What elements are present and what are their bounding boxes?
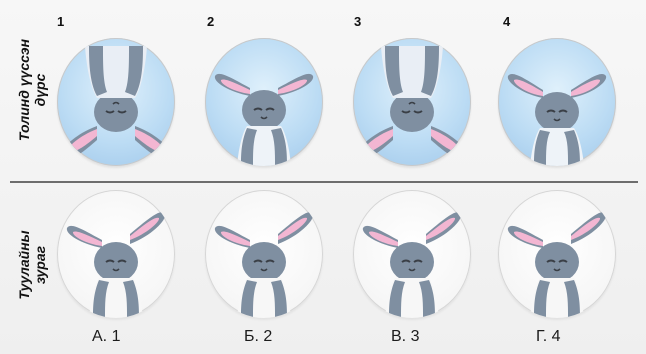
- bunny-drawing-2: [205, 190, 323, 318]
- answer-a: А. 1: [92, 328, 121, 345]
- option-number-2: 2: [207, 14, 215, 29]
- bunny-icon: [205, 38, 323, 166]
- row-divider: [10, 181, 638, 183]
- row-labels: [0, 0, 60, 354]
- bunny-icon: [57, 190, 175, 318]
- bunny-icon: [353, 190, 471, 318]
- bottom-row-label: Туулайны зураг: [16, 230, 48, 300]
- option-number-1: 1: [57, 14, 65, 29]
- mirror-image-3: [353, 38, 471, 166]
- bunny-icon: [205, 190, 323, 318]
- mirror-image-4: [498, 38, 616, 166]
- answer-b: Б. 2: [244, 328, 273, 345]
- bunny-icon: [57, 38, 175, 166]
- mirror-image-1: [57, 38, 175, 166]
- bunny-drawing-1: [57, 190, 175, 318]
- option-number-3: 3: [354, 14, 362, 29]
- answer-v: В. 3: [391, 328, 420, 345]
- top-row-label: Толинд үүссэн дүрс: [16, 38, 48, 142]
- answer-g: Г. 4: [536, 328, 561, 345]
- bunny-icon: [353, 38, 471, 166]
- bunny-drawing-4: [498, 190, 616, 318]
- option-number-4: 4: [503, 14, 511, 29]
- mirror-image-2: [205, 38, 323, 166]
- bunny-icon: [498, 190, 616, 318]
- bunny-icon: [498, 38, 616, 166]
- bunny-drawing-3: [353, 190, 471, 318]
